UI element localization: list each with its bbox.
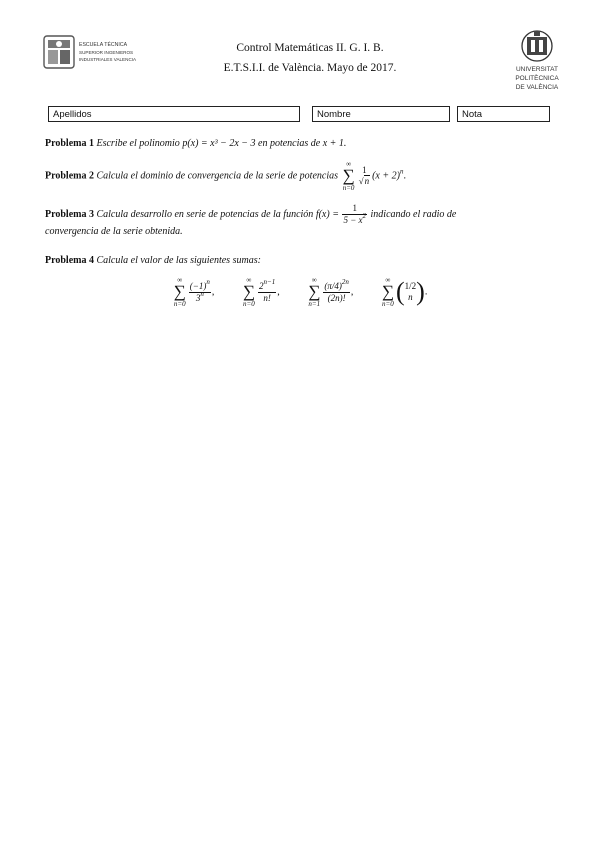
frac-den: √n [358, 176, 370, 186]
sum-punct: . [424, 286, 428, 298]
sum-punct: , [350, 286, 354, 298]
problem-1-text: Escribe el polinomio [96, 138, 180, 149]
apellidos-label: Apellidos [53, 109, 92, 120]
sum-lower: n=0 [173, 300, 186, 308]
problem-3 [45, 203, 560, 239]
binom-top: 1/2 [404, 281, 417, 291]
problem-2-frac [358, 165, 371, 187]
frac-den [258, 292, 276, 304]
sum-lower: n=0 [342, 184, 355, 192]
frac-den [189, 289, 211, 304]
sum-lower: n=0 [382, 300, 394, 308]
sigma-symbol: ∑ [308, 282, 321, 301]
problem-2-tail-exp: n [399, 167, 404, 176]
etsii-shield-icon [44, 36, 74, 68]
problem-3-line-2: convergencia de la serie obtenida. [45, 226, 183, 237]
sum-sigma [382, 276, 394, 308]
nota-label: Nota [462, 109, 483, 120]
logo-line-3: INDUSTRIALES VALENCIA [79, 57, 137, 62]
upv-line-3: DE VALÈNCIA [515, 84, 559, 91]
frac-den [323, 292, 350, 304]
problem-3-text-after: indicando el radio de [370, 208, 457, 220]
problem-1-expr: p(x) = x³ − 2x − 3 [182, 138, 256, 149]
upv-line-1: UNIVERSITAT [515, 66, 559, 73]
num-base: (−1) [189, 280, 207, 291]
logo-line-2: SUPERIOR INGENIEROS [79, 50, 134, 55]
sum-upper: ∞ [177, 276, 183, 284]
left-paren: ( [395, 277, 405, 306]
den-base: n! [263, 292, 271, 303]
problem-4 [45, 254, 560, 268]
sum-item-2 [241, 276, 280, 308]
num-exp: n−1 [263, 277, 276, 286]
problem-3-func: f(x) = [315, 208, 339, 220]
frac-num [323, 277, 350, 292]
problem-2-tail: (x + 2) [372, 170, 400, 182]
apellidos-field[interactable] [48, 106, 300, 122]
sum-upper: ∞ [246, 276, 252, 284]
sum-punct: , [277, 286, 280, 298]
num-base: 2 [258, 280, 264, 291]
sum-sigma [243, 276, 255, 308]
frac-num: 1 [362, 165, 367, 175]
sum-item-3 [306, 276, 353, 308]
exam-title: Control Matemáticas II. G. I. B. [236, 42, 384, 54]
sigma-symbol: ∑ [242, 282, 255, 301]
problem-1 [45, 137, 560, 151]
problem-3-heading: Problema 3 [45, 208, 94, 220]
sum-frac [189, 277, 211, 304]
sqrt-radicand: n [364, 176, 370, 186]
frac-num [258, 277, 276, 292]
sigma-symbol: ∑ [173, 282, 186, 301]
nombre-label: Nombre [317, 109, 351, 120]
sum-lower: n=0 [243, 300, 255, 308]
sum-punct: , [211, 286, 215, 298]
sum-frac [258, 277, 276, 304]
problem-2-heading: Problema 2 [45, 170, 94, 182]
problem-1-expr2: x + 1. [322, 138, 347, 149]
num-exp: 2n [341, 277, 349, 286]
problem-1-text-mid: en potencias de [258, 138, 321, 149]
binom-stack [405, 281, 417, 303]
problem-3-line-1 [45, 203, 560, 225]
right-paren: ) [416, 277, 425, 306]
etsii-logo [42, 32, 142, 72]
problem-4-sums [0, 276, 599, 308]
upv-line-2: POLITÈCNICA [515, 75, 559, 82]
nombre-field[interactable] [312, 106, 450, 122]
sum-item-4 [380, 276, 427, 308]
exam-header [150, 38, 470, 78]
logo-line-1: ESCUELA TÉCNICA [79, 42, 128, 48]
sum-lower: n=1 [308, 300, 321, 308]
num-base: (π/4) [324, 280, 342, 291]
problem-2-sum [343, 160, 355, 192]
sum-upper: ∞ [385, 276, 391, 284]
problem-4-text: Calcula el valor de las siguientes sumas: [96, 255, 261, 266]
frac-num: 1 [352, 203, 357, 213]
sum-upper: ∞ [346, 160, 352, 168]
problem-3-text: Calcula desarrollo en serie de potencias de la función [96, 208, 314, 220]
frac-den-base: 5 − x [343, 215, 363, 225]
sum-sigma [174, 276, 186, 308]
sum-sigma [308, 276, 320, 308]
upv-crest-icon [522, 31, 552, 61]
binomial-coefficient [396, 277, 425, 307]
den-base: (2n)! [327, 292, 346, 303]
problem-2 [45, 160, 560, 192]
frac-den [342, 214, 367, 226]
binom-bottom: n [408, 292, 413, 302]
sum-frac [323, 277, 350, 304]
sum-item-1 [172, 276, 215, 308]
nota-field[interactable] [457, 106, 550, 122]
sigma-symbol: ∑ [342, 166, 355, 185]
sum-upper: ∞ [311, 276, 317, 284]
upv-logo [510, 28, 564, 94]
den-exp: n [200, 289, 204, 298]
problem-2-end: . [403, 170, 406, 182]
sigma-symbol: ∑ [381, 282, 394, 301]
problem-1-heading: Problema 1 [45, 138, 94, 149]
problem-4-heading: Problema 4 [45, 255, 94, 266]
problem-2-text: Calcula el dominio de convergencia de la serie de potencias [96, 170, 338, 182]
exam-subtitle: E.T.S.I.I. de València. Mayo de 2017. [223, 62, 397, 74]
num-exp: n [206, 277, 210, 286]
den-base: 3 [195, 292, 201, 303]
frac-den-exp: 2 [362, 212, 367, 220]
problem-3-frac [342, 203, 367, 226]
